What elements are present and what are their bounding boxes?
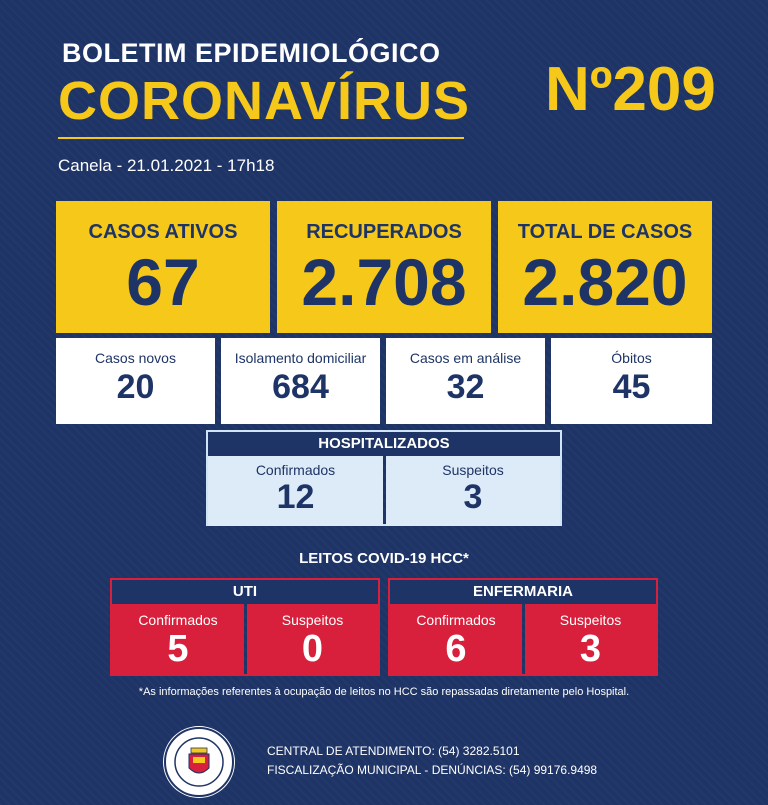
uti-suspected <box>247 604 378 676</box>
stat-value: 20 <box>116 368 155 406</box>
stat-value: 67 <box>126 245 200 319</box>
stat-label: RECUPERADOS <box>306 221 462 243</box>
stat-label: Suspeitos <box>559 612 622 628</box>
stat-label: Suspeitos <box>281 612 344 628</box>
bulletin-subtitle: CORONAVÍRUS <box>58 71 471 131</box>
stat-deaths <box>551 338 712 424</box>
hospitalized-suspected <box>386 456 560 526</box>
stat-value: 3 <box>579 628 602 670</box>
stat-value: 5 <box>167 628 189 670</box>
hospitalized-confirmed <box>208 456 383 526</box>
beds-title: LEITOS COVID-19 HCC* <box>299 550 469 567</box>
bulletin-number: Nº209 <box>545 55 716 124</box>
stat-label: Isolamento domiciliar <box>234 350 367 366</box>
bulletin-title: BOLETIM EPIDEMIOLÓGICO <box>62 38 441 68</box>
municipal-seal-icon <box>163 726 235 798</box>
stat-label: Confirmados <box>138 612 218 628</box>
contact-line-2: FISCALIZAÇÃO MUNICIPAL - DENÚNCIAS: (54) 99176.9498 <box>267 763 598 777</box>
contact-line-1: CENTRAL DE ATENDIMENTO: (54) 3282.5101 <box>267 744 520 758</box>
stat-under-analysis <box>386 338 545 424</box>
header-divider <box>58 137 464 139</box>
stat-label: CASOS ATIVOS <box>88 221 238 243</box>
uti-confirmed <box>112 604 244 676</box>
stat-recovered <box>277 201 491 333</box>
hospitalized-title: HOSPITALIZADOS <box>208 432 560 456</box>
stat-label: TOTAL DE CASOS <box>517 221 693 243</box>
stat-value: 12 <box>276 478 315 516</box>
beds-footnote: *As informações referentes à ocupação de leitos no HCC são repassadas diretamente pelo Hospital. <box>138 686 630 698</box>
date-line: Canela - 21.01.2021 - 17h18 <box>58 156 275 175</box>
beds-group-enfermaria <box>388 578 658 676</box>
stat-value: 2.708 <box>301 245 467 319</box>
stat-label: Casos novos <box>95 350 176 366</box>
stat-home-isolation <box>221 338 380 424</box>
stat-value: 2.820 <box>522 245 688 319</box>
stat-value: 3 <box>463 478 483 516</box>
stat-value: 0 <box>301 628 324 670</box>
hospitalized-panel <box>206 430 562 526</box>
contact-info <box>267 742 597 780</box>
stat-active-cases <box>56 201 270 333</box>
stat-label: Óbitos <box>611 350 652 366</box>
stat-label: Confirmados <box>255 462 336 478</box>
stat-value: 45 <box>612 368 651 406</box>
stat-label: Casos em análise <box>409 350 522 366</box>
ward-suspected <box>525 604 656 676</box>
group-title: ENFERMARIA <box>390 580 656 604</box>
group-title: UTI <box>112 580 378 604</box>
stat-label: Confirmados <box>416 612 496 628</box>
stat-new-cases <box>56 338 215 424</box>
stat-total-cases <box>498 201 712 333</box>
beds-group-uti <box>110 578 380 676</box>
stat-value: 6 <box>445 628 467 670</box>
stat-value: 32 <box>446 368 485 406</box>
ward-confirmed <box>390 604 522 676</box>
stat-label: Suspeitos <box>442 462 504 478</box>
stat-value: 684 <box>272 368 329 406</box>
